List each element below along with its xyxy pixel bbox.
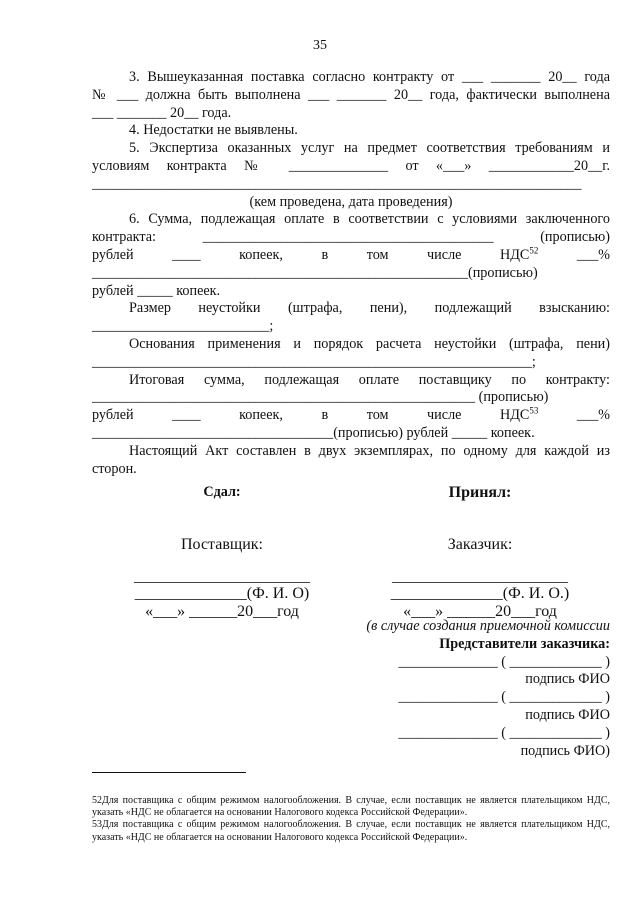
- sum-paragraph-line-1: 6. Сумма, подлежащая оплате в соответствии с условиями заключенного: [129, 211, 610, 228]
- supplier-label: Поставщик:: [181, 535, 263, 553]
- accepted-heading: Принял:: [448, 484, 512, 501]
- total-line-2: ______________________________________________________ (прописью): [92, 389, 549, 406]
- footnote-separator: [92, 772, 246, 773]
- footnotes: [92, 795, 610, 844]
- total-line-3: [92, 407, 610, 425]
- act-body: [92, 69, 610, 478]
- footnote-ref-53: 53: [529, 407, 539, 416]
- sum-paragraph-line-2: контракта: _________________________________________ (прописью): [92, 229, 610, 246]
- representative-caption: подпись ФИО: [525, 706, 610, 723]
- penalty-basis-line-1: Основания применения и порядок расчета неустойки (штрафа, пени): [129, 335, 610, 352]
- penalty-basis-line-2: ______________________________________________________________;: [92, 353, 536, 370]
- page-number: 35: [313, 38, 327, 53]
- supplier-date-line: «___» ______20___год: [145, 603, 299, 621]
- sum-vat-text: рублей ____ копеек, в том числе НДС: [92, 246, 530, 263]
- representative-signature-line: ______________ ( _____________ ): [398, 653, 610, 670]
- penalty-line-2: _________________________;: [92, 318, 274, 335]
- penalty-line-1: Размер неустойки (штрафа, пени), подлежащий взысканию:: [129, 300, 610, 317]
- expertise-caption: (кем проведена, дата проведения): [249, 193, 453, 210]
- act-copies-line-2: сторон.: [92, 460, 137, 477]
- expertise-blank-line: _____________________________________________________________________: [92, 175, 582, 192]
- total-line-1: Итоговая сумма, подлежащая оплате поставщику по контракту:: [129, 371, 610, 388]
- customer-signature-block: [360, 484, 600, 621]
- commission-note: (в случае создания приемочной комиссии: [366, 618, 610, 634]
- customer-representatives-heading: Представители заказчика:: [439, 635, 610, 652]
- supplier-name-line: ______________(Ф. И. О): [134, 585, 310, 603]
- supplier-signature-block: [102, 484, 342, 621]
- representative-signature-line: ______________ ( _____________ ): [398, 724, 610, 741]
- sum-paragraph-line-5: рублей _____ копеек.: [92, 282, 221, 299]
- expertise-paragraph-line-1: 5. Экспертиза оказанных услуг на предмет соответствия требованиям и: [129, 140, 610, 157]
- representative-caption: подпись ФИО: [525, 671, 610, 688]
- sum-paragraph-line-3: [92, 247, 610, 265]
- total-vat-text: рублей ____ копеек, в том числе НДС: [92, 407, 530, 424]
- total-vat-percent: ___%: [538, 407, 610, 424]
- representative-signature-line: ______________ ( _____________ ): [398, 689, 610, 706]
- representative-caption: подпись ФИО): [520, 742, 610, 759]
- footnote-52: 52Для поставщика с общим режимом налогообложения. В случае, если поставщик не является плательщиком НДС, указать «НДС не облагается на основании Налогового кодекса Российской Федерации».: [92, 795, 610, 819]
- act-copies-line-1: Настоящий Акт составлен в двух экземплярах, по одному для каждой из: [129, 442, 610, 459]
- sum-vat-percent: ___%: [538, 246, 610, 263]
- delivery-paragraph-line-3: ___ _______ 20__ года.: [92, 104, 232, 121]
- total-line-4: __________________________________(прописью) рублей _____ копеек.: [92, 424, 535, 441]
- acceptance-commission-block: [310, 618, 610, 760]
- customer-date-line: «___» ______20___год: [403, 603, 557, 621]
- handed-over-heading: Сдал:: [203, 484, 241, 500]
- footnote-ref-52: 52: [529, 246, 539, 256]
- expertise-paragraph-line-2: условиям контракта № ______________ от «___» ____________20__г.: [92, 157, 610, 174]
- delivery-paragraph-line-1: 3. Вышеуказанная поставка согласно контракту от ___ _______ 20__ года: [129, 69, 610, 85]
- customer-label: Заказчик:: [447, 535, 513, 553]
- footnote-53: 53Для поставщика с общим режимом налогообложения. В случае, если поставщик не является плательщиком НДС, указать «НДС не облагается на основании Налогового кодекса Российской Федерации».: [92, 819, 610, 843]
- customer-signature-line: ______________________: [392, 567, 568, 585]
- delivery-paragraph-line-2: № ___ должна быть выполнена ___ _______ 20__ года, фактически выполнена: [92, 86, 610, 103]
- defects-paragraph: 4. Недостатки не выявлены.: [129, 122, 298, 139]
- customer-name-line: ______________(Ф. И. О.): [390, 585, 570, 603]
- supplier-signature-line: ______________________: [134, 567, 310, 585]
- sum-paragraph-line-4: _____________________________________________________(прописью): [92, 264, 538, 281]
